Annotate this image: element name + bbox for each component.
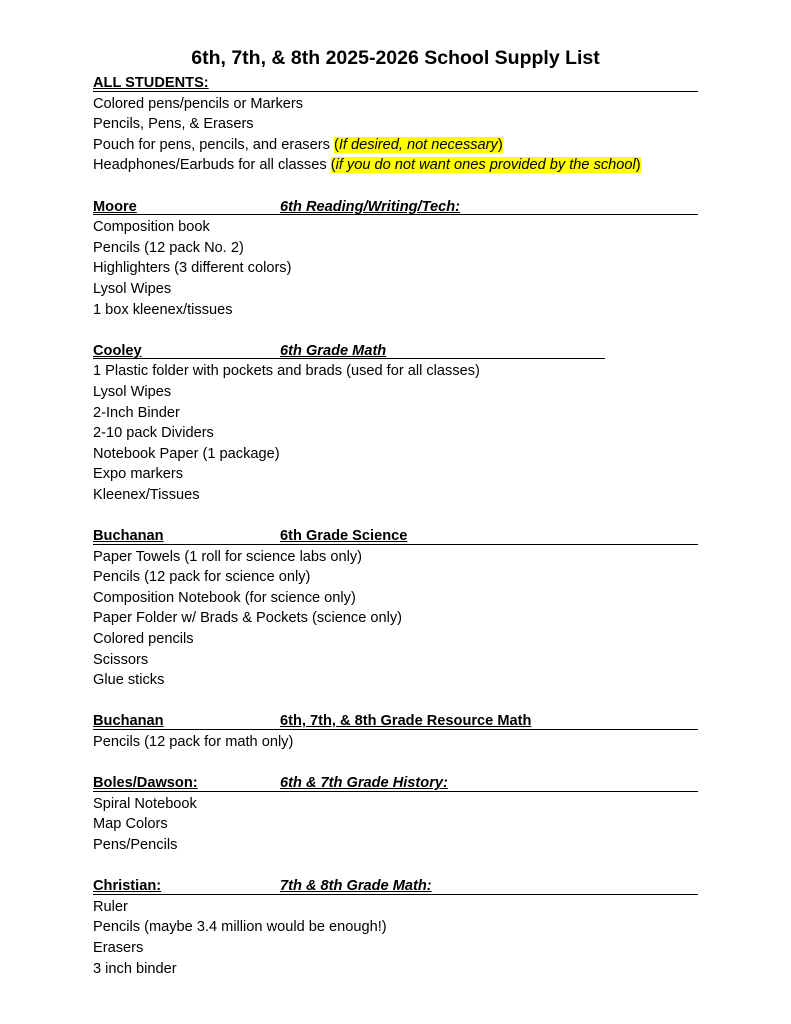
- list-item: 1 Plastic folder with pockets and brads (used for all classes): [93, 363, 480, 380]
- note-close-paren: ): [635, 157, 641, 174]
- section-header-buchanan-science: [93, 526, 713, 547]
- list-item: Paper Folder w/ Brads & Pockets (science only): [93, 610, 403, 627]
- subject-name: 7th & 8th Grade Math:: [280, 878, 432, 895]
- subject-name: 6th Grade Math: [280, 342, 387, 359]
- section-header-all-students: [93, 73, 713, 94]
- list-item: Glue sticks: [93, 672, 165, 689]
- section-header-boles-dawson: [93, 773, 713, 794]
- item-text: Pouch for pens, pencils, and erasers: [93, 136, 334, 153]
- section-header-moore: [93, 197, 713, 218]
- list-item: Spiral Notebook: [93, 795, 197, 812]
- list-item: [93, 155, 713, 176]
- list-item: Pencils (maybe 3.4 million would be enough!): [93, 919, 387, 936]
- list-item: Erasers: [93, 939, 144, 956]
- teacher-name: Buchanan: [93, 528, 164, 545]
- list-item: 2-10 pack Dividers: [93, 425, 214, 442]
- list-item: 1 box kleenex/tissues: [93, 301, 233, 318]
- spacer: [93, 176, 713, 197]
- teacher-name: Christian:: [93, 878, 162, 895]
- note-open-paren: (: [333, 136, 339, 153]
- list-item: Paper Towels (1 roll for science labs only): [93, 548, 363, 565]
- highlighted-note: [334, 137, 503, 153]
- spacer: [93, 753, 713, 774]
- spacer: [93, 320, 713, 341]
- list-item: [93, 135, 713, 156]
- spacer: [93, 691, 713, 712]
- teacher-name: Moore: [93, 198, 137, 215]
- list-item: Map Colors: [93, 816, 168, 833]
- highlighted-note: [331, 157, 641, 173]
- teacher-name: Cooley: [93, 342, 142, 359]
- list-item: Colored pencils: [93, 631, 194, 648]
- list-item: Lysol Wipes: [93, 280, 172, 297]
- teacher-name: Buchanan: [93, 713, 164, 730]
- note-text: if you do not want ones provided by the school: [335, 157, 636, 174]
- list-item: Pens/Pencils: [93, 836, 178, 853]
- section-header-christian: [93, 876, 713, 897]
- list-item: Scissors: [93, 651, 149, 668]
- subject-name: 6th Grade Science: [280, 528, 408, 545]
- spacer: [93, 856, 713, 877]
- list-item: Highlighters (3 different colors): [93, 260, 292, 277]
- list-item: Pencils, Pens, & Erasers: [93, 116, 254, 133]
- note-open-paren: (: [330, 157, 336, 174]
- subject-name: 6th, 7th, & 8th Grade Resource Math: [280, 713, 532, 730]
- note-close-paren: ): [497, 136, 503, 153]
- item-text: Headphones/Earbuds for all classes: [93, 157, 331, 174]
- header-rule: [93, 91, 698, 92]
- list-item: Colored pens/pencils or Markers: [93, 95, 304, 112]
- teacher-name: Boles/Dawson:: [93, 775, 198, 792]
- subject-name: 6th & 7th Grade History:: [280, 775, 448, 792]
- list-item: Lysol Wipes: [93, 383, 172, 400]
- list-item: Notebook Paper (1 package): [93, 445, 280, 462]
- list-item: Pencils (12 pack for science only): [93, 569, 311, 586]
- list-item: Kleenex/Tissues: [93, 486, 200, 503]
- list-item: Ruler: [93, 898, 128, 915]
- list-item: 2-Inch Binder: [93, 404, 180, 421]
- subject-name: 6th Reading/Writing/Tech:: [280, 198, 460, 215]
- all-students-heading: ALL STUDENTS:: [93, 75, 209, 91]
- section-header-buchanan-resource-math: [93, 711, 713, 732]
- list-item: 3 inch binder: [93, 960, 177, 977]
- list-item: Pencils (12 pack No. 2): [93, 239, 244, 256]
- section-header-cooley: [93, 341, 713, 362]
- spacer: [93, 505, 713, 526]
- list-item: Composition book: [93, 219, 210, 236]
- page-title: 6th, 7th, & 8th 2025-2026 School Supply List: [191, 47, 600, 69]
- list-item: Expo markers: [93, 466, 184, 483]
- list-item: Pencils (12 pack for math only): [93, 734, 294, 750]
- supply-list-content: [93, 73, 713, 979]
- note-text: If desired, not necessary: [338, 136, 498, 153]
- list-item: Composition Notebook (for science only): [93, 589, 356, 606]
